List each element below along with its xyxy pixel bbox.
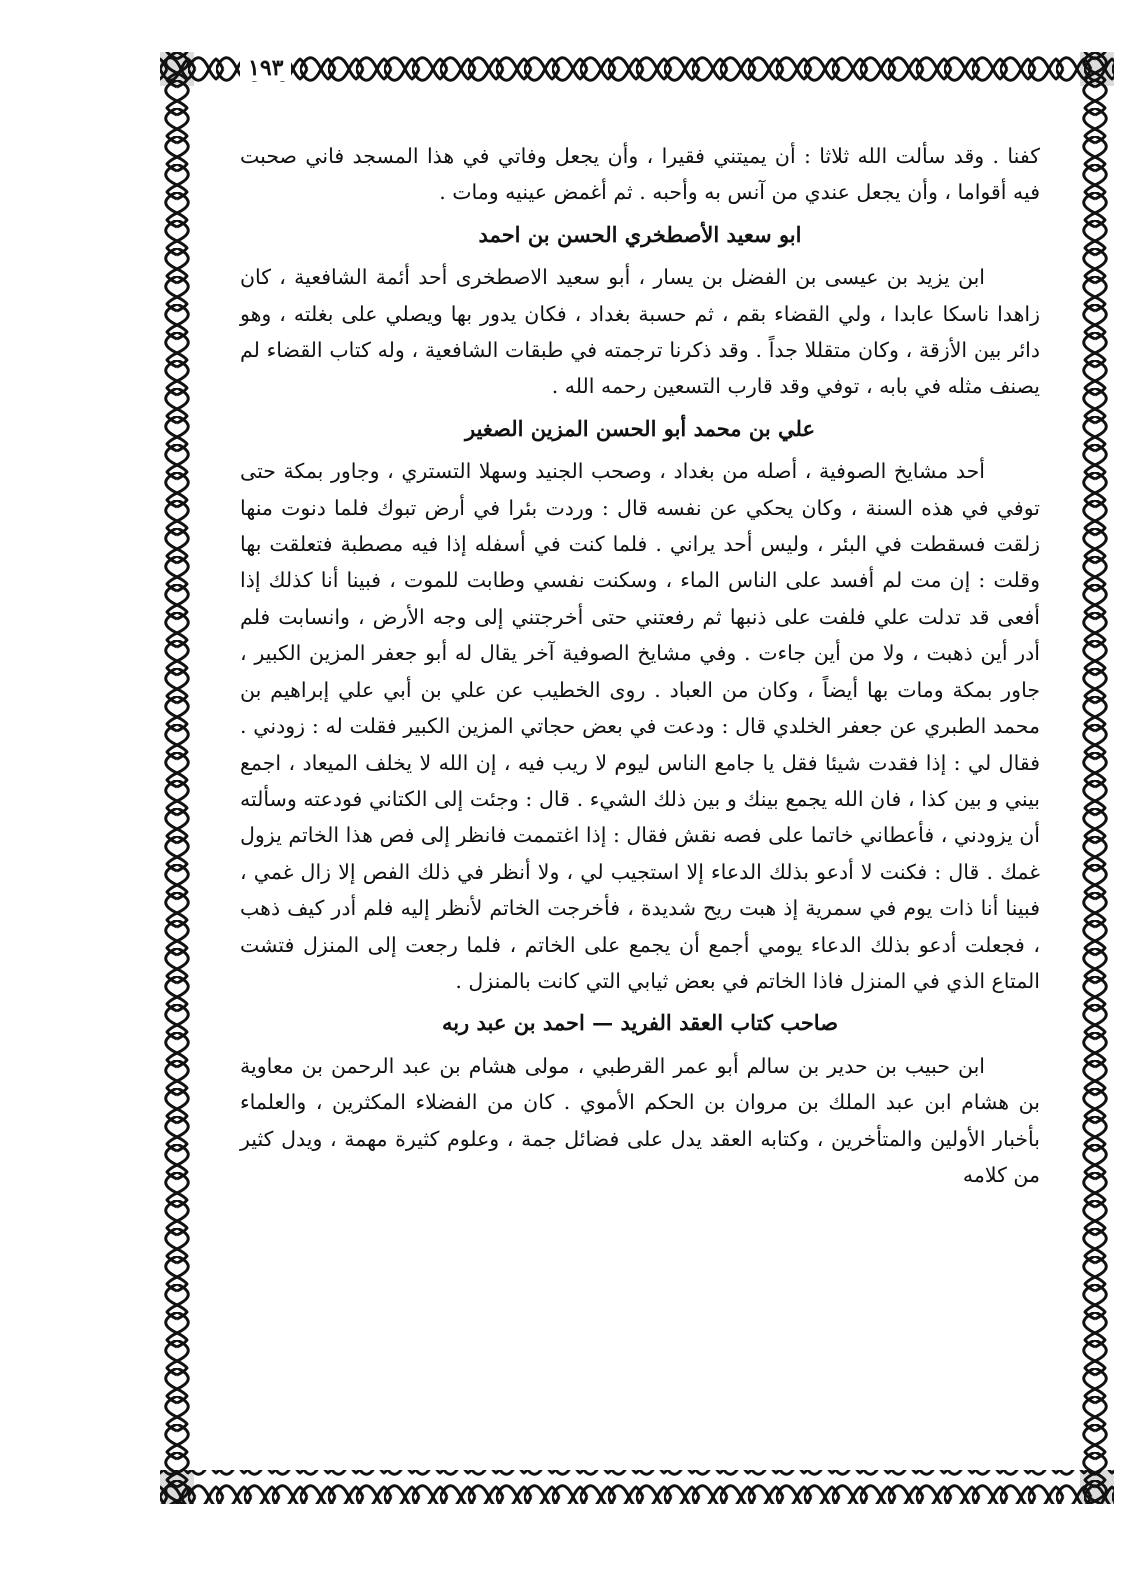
paragraph: أحد مشايخ الصوفية ، أصله من بغداد ، وصحب الجنيد وسهلا التستري ، وجاور بمكة حتى توفي في هذه السنة ، وكان يحكي عن نفسه قال : وردت بئرا في أرض تبوك فلما دنوت منها زلقت فسقطت في البئر ، وليس أحد يراني . فلما كنت في أسفله إذا فيه مصطبة فتعلقت بها وقلت : إن مت لم أفسد على الناس الماء ، وسكنت نفسي وطابت للموت ، فبينا أنا كذلك إذا أفعى قد تدلت علي فلفت على ذنبها ثم رفعتني حتى أخرجتني إلى وجه الأرض ، وانسابت فلم أدر أين ذهبت ، ولا من أين جاءت . وفي مشايخ الصوفية آخر يقال له أبو جعفر المزين الكبير ، جاور بمكة ومات بها أيضاً ، وكان من العباد . روى الخطيب عن علي بن أبي علي إبراهيم بن محمد الطبري عن جعفر الخلدي قال : ودعت في بعض حجاتي المزين الكبير فقلت له : زودني . فقال لي : إذا فقدت شيئا فقل يا جامع الناس ليوم لا ريب فيه ، إن الله لا يخلف الميعاد ، اجمع بيني و بين كذا ، فان الله يجمع بينك و بين ذلك الشيء . قال : وجئت إلى الكتاني فودعته وسألته أن يزودني ، فأعطاني خاتما على فصه نقش فقال : إذا اغتممت فانظر إلى فص هذا الخاتم يزول غمك . قال : فكنت لا أدعو بذلك الدعاء إلا استجيب لي ، ولا أنظر في ذلك الفص إلا زال غمي ، فبينا أنا ذات يوم في سمرية إذ هبت ريح شديدة ، فأخرجت الخاتم لأنظر إليه فلم أدر كيف ذهب ، فجعلت أدعو بذلك الدعاء يومي أجمع أن يجمع على الخاتم ، فلما رجعت إلى المنزل فتشت المتاع الذي في المنزل فاذا الخاتم في بعض ثيابي التي كانت بالمنزل . [240,459,1040,993]
section-heading: صاحب كتاب العقد الفريد — احمد بن عبد ربه [441,1010,839,1036]
section-heading: علي بن محمد أبو الحسن المزين الصغير [465,415,815,441]
border-bottom [160,1470,1114,1504]
paragraph: ابن حبيب بن حدير بن سالم أبو عمر القرطبي ، مولى هشام بن عبد الرحمن بن معاوية بن هشام ابن عبد الملك بن مروان بن الحكم الأموي . كان من الفضلاء المكثرين ، والعلماء بأخبار الأولين والمتأخرين ، وكتابه العقد يدل على فضائل جمة ، وعلوم كثيرة مهمة ، ويدل كثير من كلامه [240,1053,1040,1187]
paragraph: ابن يزيد بن عيسى بن الفضل بن يسار ، أبو سعيد الاصطخرى أحد أئمة الشافعية ، كان زاهدا ناسكا عابدا ، ولي القضاء بقم ، ثم حسبة بغداد ، فكان يدور بها ويصلي على بغلته ، وهو دائر بين الأزقة ، وكان متقللا جداً . وقد ذكرنا ترجمته في طبقات الشافعية ، وله كتاب القضاء لم يصنف مثله في بابه ، توفي وقد قارب التسعين رحمه الله . [240,265,1040,399]
paragraph: كفنا . وقد سألت الله ثلاثا : أن يميتني فقيرا ، وأن يجعل وفاتي في هذا المسجد فاني صحبت فيه أقواما ، وأن يجعل عندي من آنس به وأحبه . ثم أغمض عينيه ومات . [240,144,1040,205]
section-heading: ابو سعيد الأصطخري الحسن بن احمد [478,221,802,247]
border-right [1080,52,1114,1504]
page-frame [160,52,1114,1504]
page-number: ١٩٣ [240,55,291,81]
border-top [160,52,1114,86]
border-left [160,52,194,1504]
page-body [240,138,1040,1193]
